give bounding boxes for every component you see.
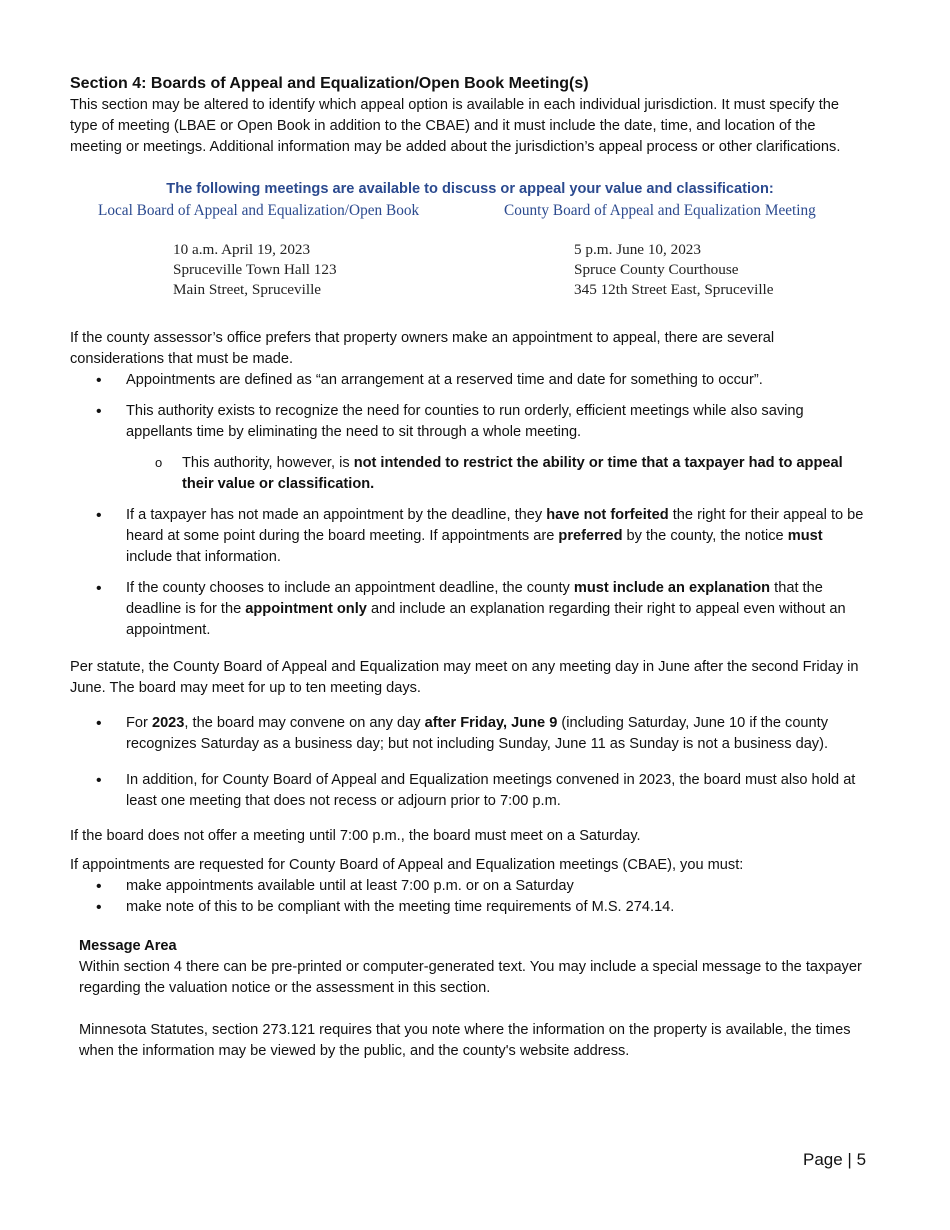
section-title: Section 4: Boards of Appeal and Equalization/Open Book Meeting(s) bbox=[70, 75, 589, 92]
appointments-intro: If the county assessor’s office prefers that property owners make an appointment to appeal, there are several considerations that must be made. bbox=[70, 330, 775, 367]
list-item: • Appointments are defined as “an arrangement at a reserved time and date for something to occur”. bbox=[70, 370, 870, 391]
county-board-location: Spruce County Courthouse bbox=[574, 261, 739, 278]
meetings-heading: The following meetings are available to discuss or appeal your value and classification: bbox=[166, 181, 774, 197]
list-item: • For 2023, the board may convene on any day after Friday, June 9 (including Saturday, June 10 if the county recognizes Saturday as a business day; but not including Sunday, June 11 as Sunday is not a business day). bbox=[70, 713, 870, 755]
county-board-details bbox=[574, 240, 774, 300]
section-intro: This section may be altered to identify which appeal option is available in each individual jurisdiction. It must specify the type of meeting (LBAE or Open Book in addition to the CBAE) and it must include the date, time, and location of the meeting or meetings. Additional information may be added about the jurisdiction’s appeal process or other clarifications. bbox=[70, 97, 841, 155]
page-number: Page | 5 bbox=[803, 1150, 867, 1169]
message-area-paragraph-2: Minnesota Statutes, section 273.121 requires that you note where the information on the property is available, the times when the information may be viewed by the public, and the county's website address. bbox=[79, 1022, 851, 1059]
list-item: • This authority exists to recognize the need for counties to run orderly, efficient meetings while also saving appellants time by eliminating the need to sit through a whole meeting. bbox=[70, 401, 870, 443]
county-board-address: 345 12th Street East, Spruceville bbox=[574, 281, 774, 298]
list-item: • If the county chooses to include an appointment deadline, the county must include an explanation that the deadline is for the appointment only and include an explanation regarding their right to appeal even without an appointment. bbox=[70, 578, 870, 641]
statute-list bbox=[70, 713, 870, 812]
meetings-box bbox=[70, 178, 870, 328]
statute-paragraph: Per statute, the County Board of Appeal and Equalization may meet on any meeting day in June after the second Friday in June. The board may meet for up to ten meeting days. bbox=[70, 659, 859, 696]
cbae-list bbox=[70, 876, 870, 918]
message-area bbox=[79, 936, 870, 1062]
local-board-location: Spruceville Town Hall 123 bbox=[173, 261, 337, 278]
county-board-time: 5 p.m. June 10, 2023 bbox=[574, 241, 701, 258]
appointments-list bbox=[70, 370, 870, 641]
message-area-paragraph-1: Within section 4 there can be pre-printed or computer-generated text. You may include a special message to the taxpayer regarding the valuation notice or the assessment in this section. bbox=[79, 959, 862, 996]
list-item: • If a taxpayer has not made an appointment by the deadline, they have not forfeited the right for their appeal to be heard at some point during the board meeting. If appointments are preferred by the county, the notice must include that information. bbox=[70, 505, 870, 568]
local-board-time: 10 a.m. April 19, 2023 bbox=[173, 241, 311, 258]
message-area-title: Message Area bbox=[79, 938, 177, 954]
list-item: o This authority, however, is not intended to restrict the ability or time that a taxpayer had to appeal their value or classification. bbox=[70, 453, 870, 495]
list-item: • make note of this to be compliant with the meeting time requirements of M.S. 274.14. bbox=[70, 897, 870, 918]
document-page bbox=[70, 74, 870, 1062]
list-item: • make appointments available until at least 7:00 p.m. or on a Saturday bbox=[70, 876, 870, 897]
list-item: • In addition, for County Board of Appeal and Equalization meetings convened in 2023, the board must also hold at least one meeting that does not recess or adjourn prior to 7:00 p.m. bbox=[70, 770, 870, 812]
county-board-title: County Board of Appeal and Equalization Meeting bbox=[504, 202, 816, 219]
local-board-title: Local Board of Appeal and Equalization/Open Book bbox=[98, 202, 420, 219]
local-board-address: Main Street, Spruceville bbox=[173, 281, 322, 298]
cbae-intro: If appointments are requested for County Board of Appeal and Equalization meetings (CBAE), you must: bbox=[70, 857, 744, 873]
saturday-note: If the board does not offer a meeting until 7:00 p.m., the board must meet on a Saturday. bbox=[70, 828, 641, 844]
local-board-details bbox=[173, 240, 337, 300]
